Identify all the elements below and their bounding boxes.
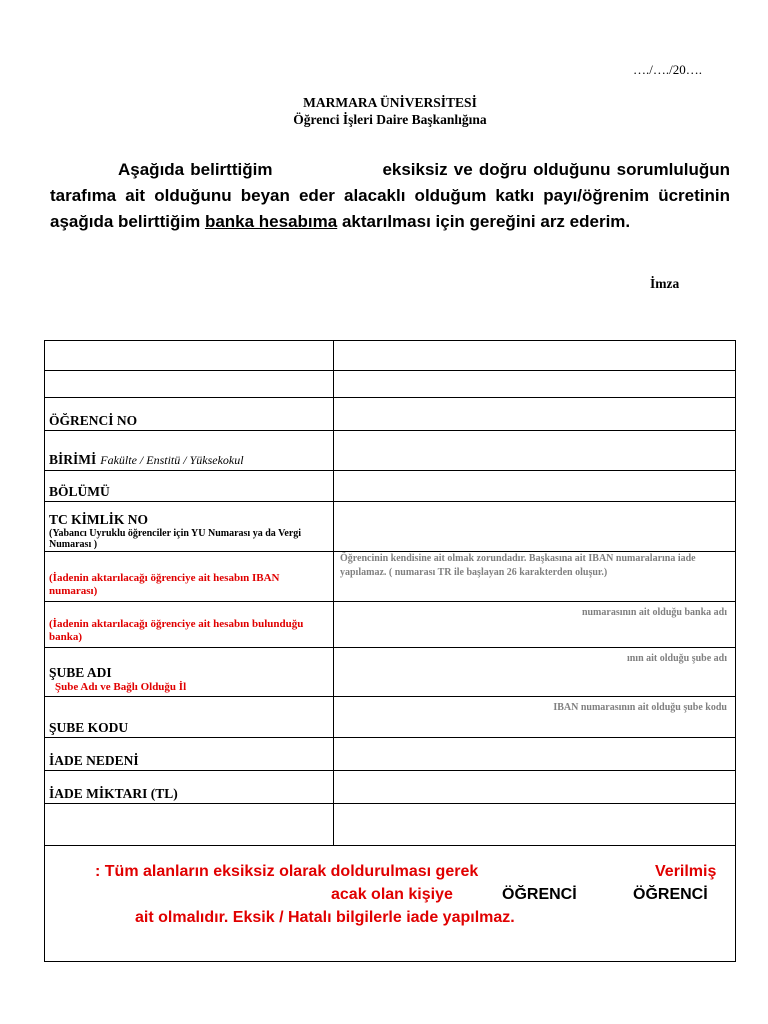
table-row [45,804,736,846]
blank-value-cell-2[interactable] [334,371,736,398]
iban-note: (İadenin aktarılacağı öğrenciye ait hesabın IBAN numarası) [49,572,280,597]
blank-label-cell-1 [45,341,334,371]
bank-value[interactable] [334,602,736,648]
table-row [45,502,736,552]
note-line1-left: : Tüm alanların eksiksiz olarak doldurulması gerek [95,863,479,880]
table-row [45,341,736,371]
branch-name-label: ŞUBE ADI [49,665,112,680]
branch-name-note: Şube Adı ve Bağlı Olduğu İl [55,681,187,693]
tc-id-label: TC KİMLİK NO [49,512,149,527]
table-row [45,648,736,697]
table-row [45,771,736,804]
refund-amount-value[interactable] [334,771,736,804]
refund-amount-label: İADE MİKTARI (TL) [49,786,178,801]
tc-id-value[interactable] [334,502,736,552]
table-row [45,371,736,398]
department-value[interactable] [334,471,736,502]
intro-part1: Aşağıda belirttiğim [118,160,273,179]
student-no-value[interactable] [334,398,736,431]
signature-label: İmza [650,276,680,291]
bank-hint: numarasının ait olduğu banka adı [581,607,727,618]
student-form-table [44,340,736,846]
university-title: MARMARA ÜNİVERSİTESİ [303,95,477,110]
tc-id-note: (Yabancı Uyruklu öğrenciler için YU Numarası ya da Vergi Numarası ) [49,528,302,550]
branch-code-hint: IBAN numarasının ait olduğu şube kodu [553,702,727,713]
table-row [45,602,736,648]
table-row [45,431,736,471]
blank-value-cell-1[interactable] [334,341,736,371]
department-label: BÖLÜMÜ [49,484,110,499]
table-row [45,552,736,602]
intro-underlined: banka hesabıma [204,212,338,231]
iban-value[interactable] [334,552,736,602]
refund-reason-value[interactable] [334,738,736,771]
branch-name-value[interactable] [334,648,736,697]
iban-hint: Öğrencinin kendisine ait olmak zorundadır. Başkasına ait IBAN numaralarına iade yapılamaz. ( numarası TR ile başlayan 26 karakterden oluşur.) [340,553,696,578]
date-field: …./…./20…. [633,62,702,77]
warning-note-box [44,844,736,962]
branch-code-value[interactable] [334,697,736,738]
intro-paragraph [50,157,730,235]
note-line1-right: Verilmiş [655,863,717,880]
branch-name-hint: ının ait olduğu şube adı [626,653,727,664]
blank-value-cell-3[interactable] [334,804,736,846]
intro-part3: aktarılması için gereğini arz ederim. [341,212,631,231]
blank-label-cell-2 [45,371,334,398]
bank-note: (İadenin aktarılacağı öğrenciye ait hesabın bulunduğu banka) [49,618,304,643]
table-row [45,398,736,431]
table-row [45,738,736,771]
student-no-label: ÖĞRENCİ NO [49,413,138,428]
unit-note: Fakülte / Enstitü / Yüksekokul [100,453,244,467]
note-line2-right: ÖĞRENCİ [633,886,708,903]
intro-part2: eksiksiz ve doğru olduğunu sorumluluğun tarafıma ait olduğunu beyan eder alacaklı olduğum katkı payı/öğrenim ücretinin aşağıda belirttiğim [50,160,730,231]
table-row [45,471,736,502]
blank-label-cell-3 [45,804,334,846]
unit-label: BİRİMİ [49,452,97,467]
refund-reason-label: İADE NEDENİ [49,753,139,768]
note-line3: ait olmalıdır. Eksik / Hatalı bilgilerle iade yapılmaz. [135,909,515,926]
unit-value[interactable] [334,431,736,471]
note-line2-mid: ÖĞRENCİ [502,886,577,903]
table-row [45,697,736,738]
branch-code-label: ŞUBE KODU [49,720,129,735]
note-line2-left: acak olan kişiye [331,886,453,903]
department-title: Öğrenci İşleri Daire Başkanlığına [293,112,487,127]
